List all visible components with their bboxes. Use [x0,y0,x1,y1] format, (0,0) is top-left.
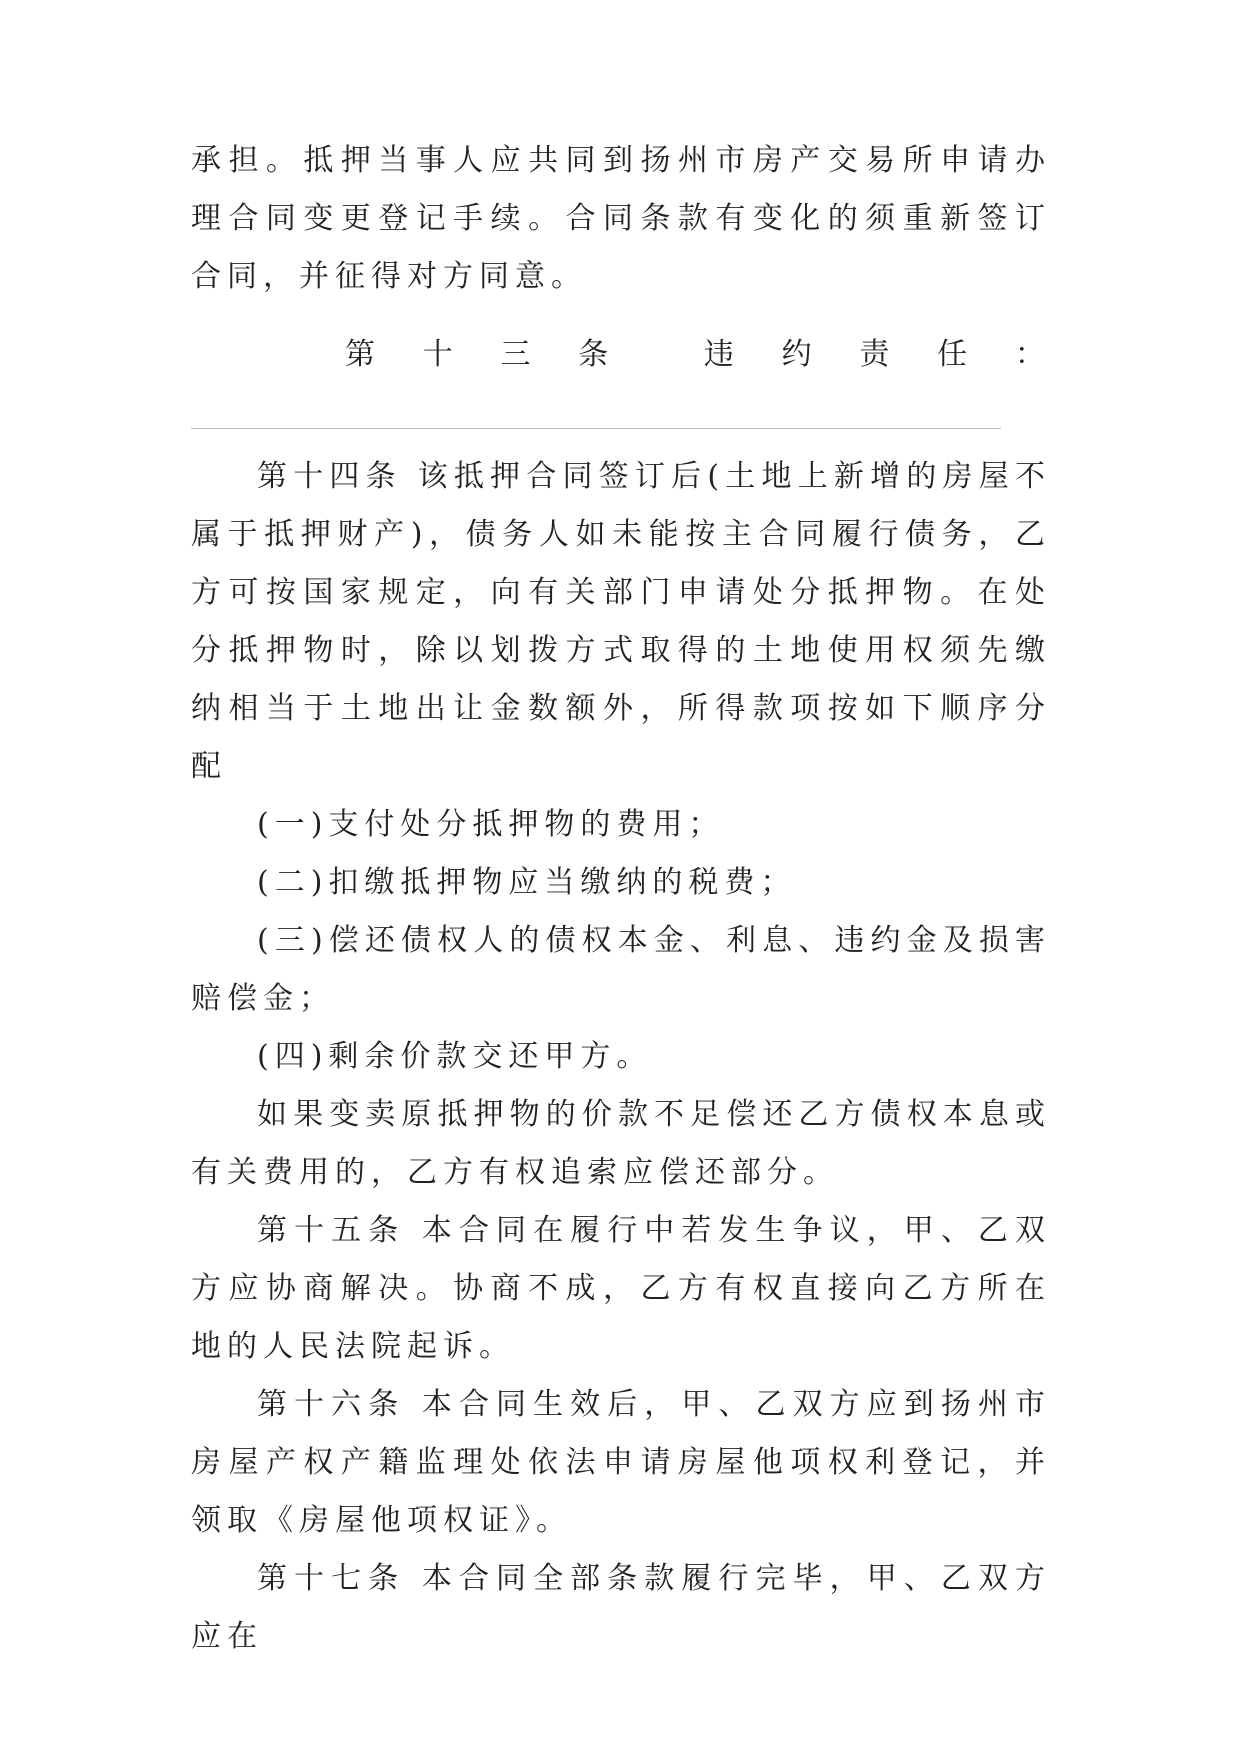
heading-char: ： [1014,337,1045,372]
article-13-heading [345,335,1045,375]
heading-char: 条 [578,337,609,372]
heading-char: 十 [422,337,453,372]
heading-char: 责 [859,337,890,372]
heading-char: 约 [781,337,812,372]
paragraph-continuation: 承担。抵押当事人应共同到扬州市房产交易所申请办理合同变更登记手续。合同条款有变化的须重新签订合同，并征得对方同意。 [191,143,1051,294]
document-top [191,132,1051,306]
article-14: 第十四条 该抵押合同签订后(土地上新增的房屋不属于抵押财产)，债务人如未能按主合同履行债务，乙方可按国家规定，向有关部门申请处分抵押物。在处分抵押物时，除以划拨方式取得的土地使用权须先缴纳相当于土地出让金数额外，所得款项按如下顺序分配 [191,459,1051,784]
article-17: 第十七条 本合同全部条款履行完毕，甲、乙双方应在 [191,1561,1051,1654]
article-16: 第十六条 本合同生效后，甲、乙双方应到扬州市房屋产权产籍监理处依法申请房屋他项权利登记，并领取《房屋他项权证》。 [191,1387,1051,1538]
heading-char: 第 [345,337,375,372]
heading-char: 三 [500,337,531,372]
document-body [191,448,1051,1666]
heading-char: 违 [703,337,734,372]
paragraph-recourse: 如果变卖原抵押物的价款不足偿还乙方债权本息或有关费用的，乙方有权追索应偿还部分。 [191,1097,1051,1190]
article-15: 第十五条 本合同在履行中若发生争议，甲、乙双方应协商解决。协商不成，乙方有权直接向乙方所在地的人民法院起诉。 [191,1213,1051,1364]
fill-in-blank-line [191,428,1001,429]
list-item-2: (二)扣缴抵押物应当缴纳的税费； [257,865,797,900]
list-item-4: (四)剩余价款交还甲方。 [257,1039,653,1074]
heading-char: 任 [937,337,968,372]
list-item-3: (三)偿还债权人的债权本金、利息、违约金及损害赔偿金； [191,923,1051,1016]
list-item-1: (一)支付处分抵押物的费用； [257,807,725,842]
